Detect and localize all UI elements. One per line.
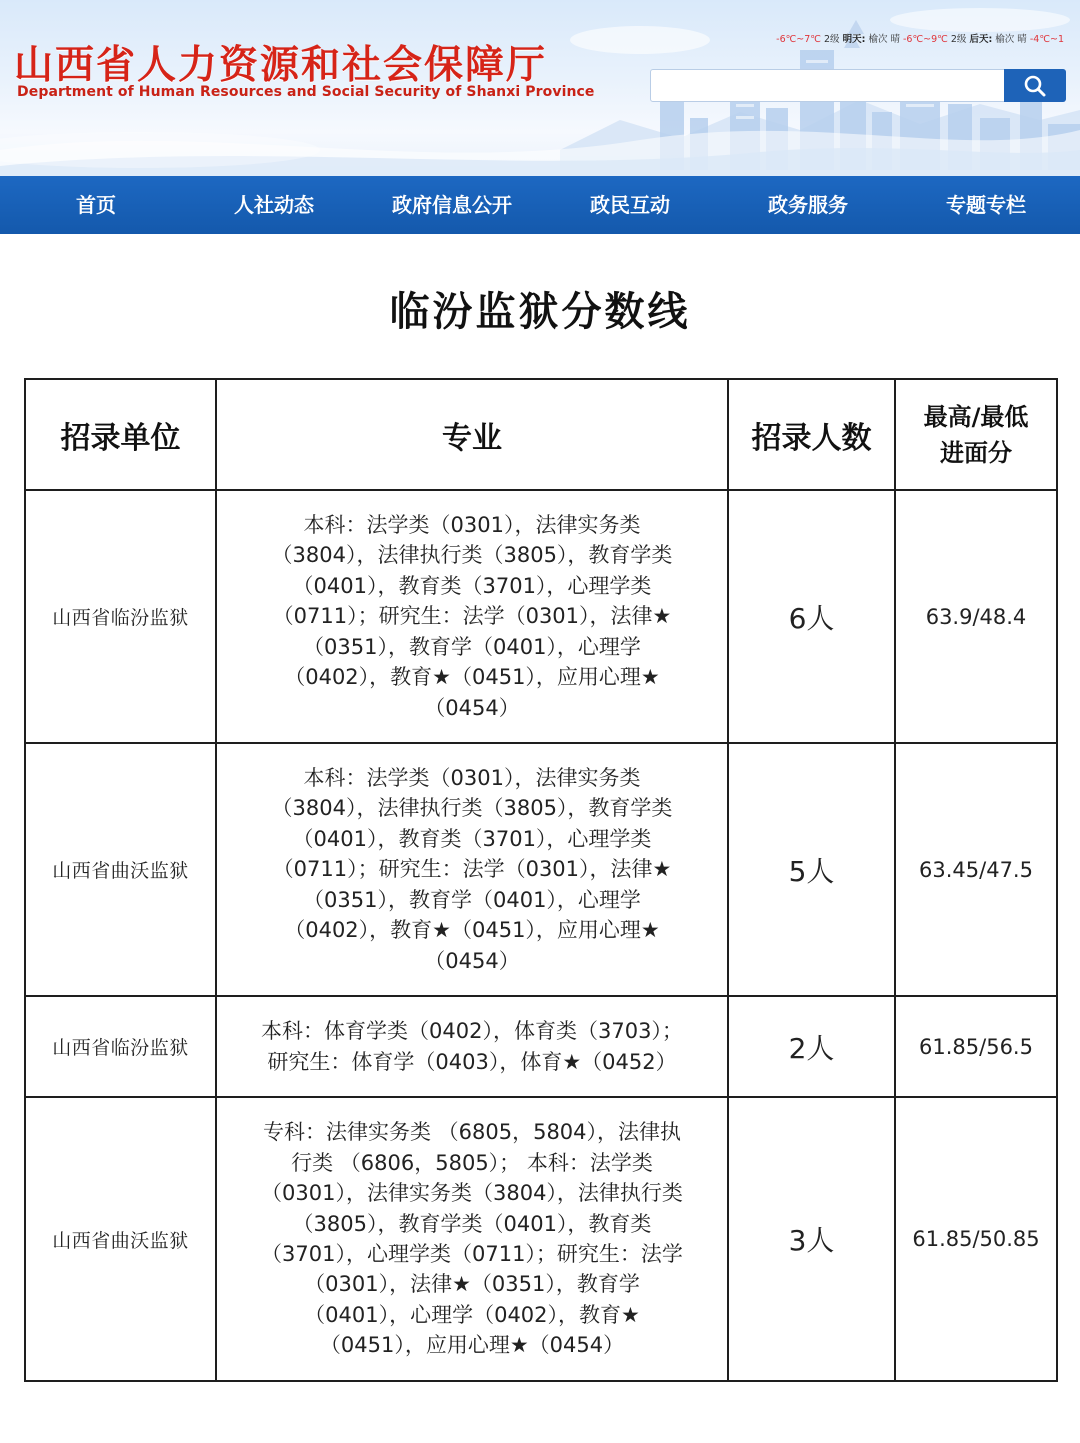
nav-topics[interactable]: 专题专栏 [946, 193, 1026, 217]
cell-major: 本科：法学类（0301），法律实务类 （3804），法律执行类（3805），教育学类 （0401），教育类（3701），心理学类 （0711）；研究生：法学（0301），法律★ （0351），教育学（0401），心理学 （0402），教育★（0451），应用心理★ （0454） [216, 743, 728, 996]
header-count: 招录人数 [728, 379, 895, 490]
search-box [650, 69, 1066, 102]
cell-major: 本科：体育学类（0402），体育类（3703）； 研究生：体育学（0403），体育★（0452） [216, 996, 728, 1097]
cell-count: 6人 [728, 490, 895, 743]
weather-tomorrow-weather: 榆次 晴 [868, 34, 900, 45]
nav-home[interactable]: 首页 [76, 193, 116, 217]
weather-after-weather: 榆次 晴 [995, 34, 1027, 45]
site-subtitle: Department of Human Resources and Social Security of Shanxi Province [17, 84, 595, 100]
header-banner [0, 0, 1080, 176]
cell-major: 专科：法律实务类 （6805，5804），法律执 行类 （6806，5805）； 本科：法学类 （0301），法律实务类（3804），法律执行类 （3805），教育学类（0401），教育类 （3701），心理学类（0711）；研究生：法学 （0301），法律★（0351），教育学 （0401），心理学（0402），教育★ （0451），应用心理★（0454） [216, 1097, 728, 1381]
weather-after-temp: -4℃~1 [1029, 34, 1064, 45]
cell-count: 2人 [728, 996, 895, 1097]
search-icon [1023, 74, 1047, 98]
cell-unit: 山西省曲沃监狱 [25, 1097, 216, 1381]
cell-score: 61.85/56.5 [895, 996, 1057, 1097]
page-title: 临汾监狱分数线 [389, 289, 691, 335]
cell-count: 5人 [728, 743, 895, 996]
table-row [25, 996, 1057, 1097]
header-score: 最高/最低 进面分 [895, 379, 1057, 490]
weather-today-wind: 2级 [824, 34, 840, 45]
search-input[interactable] [651, 70, 1013, 101]
weather-today-temp: -6℃~7℃ [776, 34, 821, 45]
cell-unit: 山西省曲沃监狱 [25, 743, 216, 996]
cell-major: 本科：法学类（0301），法律实务类 （3804），法律执行类（3805），教育学类 （0401），教育类（3701），心理学类 （0711）；研究生：法学（0301），法律★ （0351），教育学（0401），心理学 （0402），教育★（0451），应用心理★ （0454） [216, 490, 728, 743]
search-button[interactable] [1004, 69, 1066, 102]
weather-tomorrow-label: 明天: [842, 34, 866, 45]
weather-forecast [776, 31, 1064, 45]
score-table [24, 378, 1058, 1382]
header-major: 专业 [216, 379, 728, 490]
header-unit: 招录单位 [25, 379, 216, 490]
cell-score: 63.9/48.4 [895, 490, 1057, 743]
nav-services[interactable]: 政务服务 [768, 193, 848, 217]
cell-unit: 山西省临汾监狱 [25, 490, 216, 743]
site-title: 山西省人力资源和社会保障厅 [14, 43, 548, 88]
nav-interaction[interactable]: 政民互动 [590, 193, 670, 217]
table-header-row [25, 379, 1057, 490]
weather-tomorrow-temp: -6℃~9℃ [903, 34, 948, 45]
cell-score: 63.45/47.5 [895, 743, 1057, 996]
main-nav [0, 176, 1080, 234]
cell-unit: 山西省临汾监狱 [25, 996, 216, 1097]
nav-gov-info[interactable]: 政府信息公开 [392, 193, 512, 217]
weather-after-label: 后天: [969, 34, 993, 45]
weather-tomorrow-wind: 2级 [950, 34, 967, 45]
cell-count: 3人 [728, 1097, 895, 1381]
table-row [25, 743, 1057, 996]
table-row [25, 1097, 1057, 1381]
cell-score: 61.85/50.85 [895, 1097, 1057, 1381]
nav-hrss-news[interactable]: 人社动态 [234, 193, 314, 217]
table-row [25, 490, 1057, 743]
